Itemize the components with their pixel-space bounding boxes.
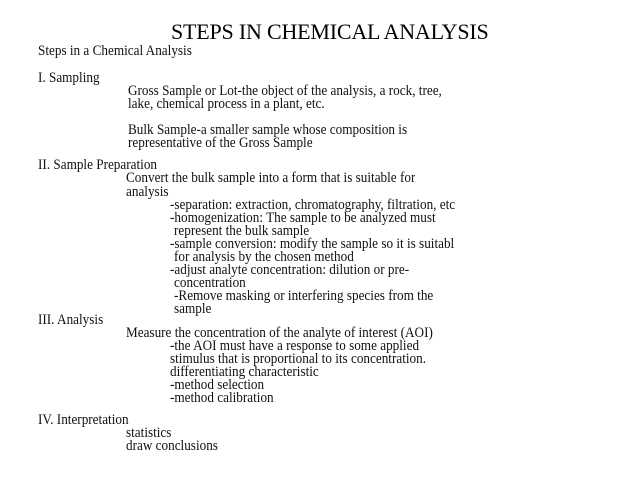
preparation-intro-line-1: Convert the bulk sample into a form that is suitable for bbox=[126, 170, 416, 186]
bulk-sample-line-1: Bulk Sample-a smaller sample whose composition is bbox=[128, 122, 408, 138]
measure-concentration-line: Measure the concentration of the analyte of interest (AOI) bbox=[126, 325, 433, 341]
gross-sample-line-1: Gross Sample or Lot-the object of the analysis, a rock, tree, bbox=[128, 83, 442, 99]
adjust-concentration-line-2: concentration bbox=[174, 275, 246, 291]
adjust-concentration-line-1: -adjust analyte concentration: dilution or pre- bbox=[170, 262, 410, 278]
sample-conversion-line-2: for analysis by the chosen method bbox=[174, 249, 354, 265]
draw-conclusions-item: draw conclusions bbox=[126, 438, 218, 454]
remove-masking-line-1: -Remove masking or interfering species from the bbox=[174, 288, 434, 304]
bulk-sample-line-2: representative of the Gross Sample bbox=[128, 135, 313, 151]
aoi-response-line-1: -the AOI must have a response to some applied bbox=[170, 338, 420, 354]
sample-conversion-line-1: -sample conversion: modify the sample so it is suitabl bbox=[170, 236, 455, 252]
differentiating-characteristic-line: differentiating characteristic bbox=[170, 364, 319, 380]
homogenization-line-2: represent the bulk sample bbox=[174, 223, 310, 239]
homogenization-line-1: -homogenization: The sample to be analyzed must bbox=[170, 210, 436, 226]
aoi-response-line-2: stimulus that is proportional to its concentration. bbox=[170, 351, 427, 367]
gross-sample-line-2: lake, chemical process in a plant, etc. bbox=[128, 96, 325, 112]
method-selection-item: -method selection bbox=[170, 377, 265, 393]
section-header-interpretation: IV. Interpretation bbox=[38, 412, 129, 428]
statistics-item: statistics bbox=[126, 425, 172, 441]
separation-item: -separation: extraction, chromatography, filtration, etc bbox=[170, 197, 456, 213]
slide-title: STEPS IN CHEMICAL ANALYSIS bbox=[171, 19, 489, 44]
section-header-sampling: I. Sampling bbox=[38, 70, 100, 86]
section-header-preparation: II. Sample Preparation bbox=[38, 157, 158, 173]
section-header-analysis: III. Analysis bbox=[38, 312, 104, 328]
method-calibration-item: -method calibration bbox=[170, 390, 274, 406]
document-heading: Steps in a Chemical Analysis bbox=[38, 43, 192, 59]
preparation-intro-line-2: analysis bbox=[126, 184, 169, 200]
remove-masking-line-2: sample bbox=[174, 301, 212, 317]
